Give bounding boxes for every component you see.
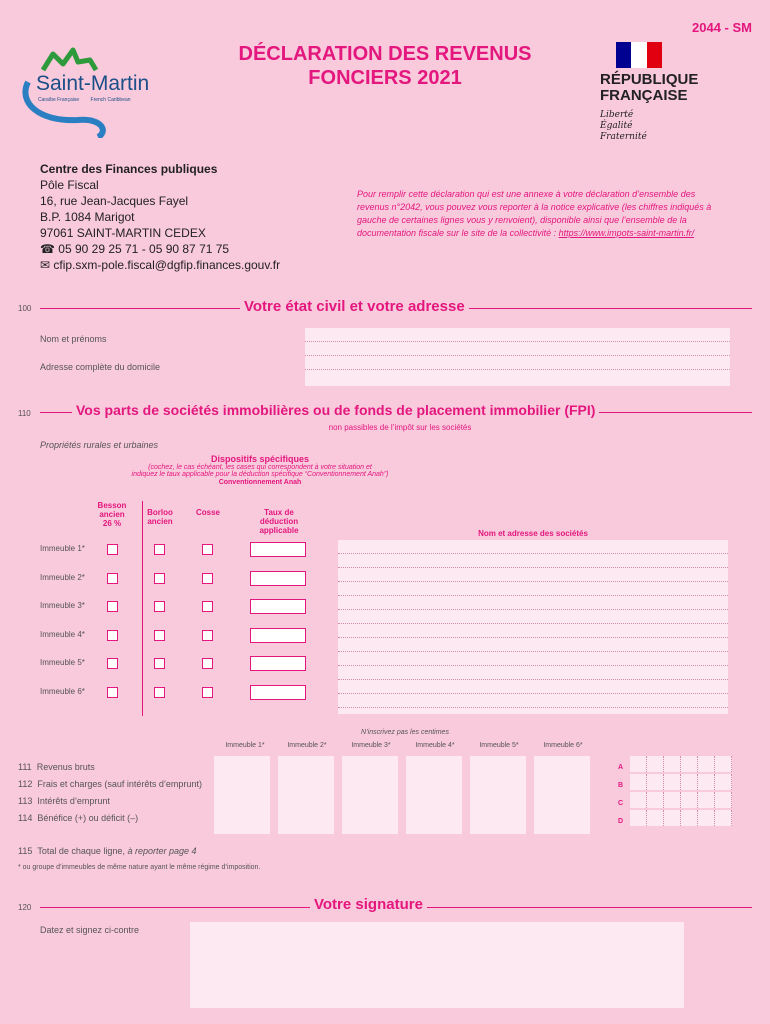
logo-name: Saint-Martin — [36, 72, 150, 95]
notice-link[interactable]: https://www.impots-saint-martin.fr/ — [558, 228, 695, 238]
form-code: 2044 - SM — [692, 20, 752, 35]
logo-subtitle — [38, 97, 131, 103]
email-address[interactable]: cfip.sxm-pole.fiscal@dgfip.finances.gouv.fr — [53, 258, 281, 272]
rate-input-2[interactable] — [250, 571, 306, 586]
besson-checkbox-5[interactable] — [107, 658, 118, 669]
besson-checkbox-4[interactable] — [107, 630, 118, 641]
amount-inputs-immeuble-1[interactable] — [214, 756, 270, 834]
republique-francaise-logo — [600, 42, 750, 143]
letter-d: D — [618, 818, 624, 825]
row-114 — [18, 813, 138, 823]
immeuble-6-label: Immeuble 6* — [40, 687, 85, 696]
section-110-title: Vos parts de sociétés immobilières ou de fonds de placement immobilier (FPI) — [72, 402, 599, 418]
notice-body: Pour remplir cette déclaration qui est une annexe à votre déclaration d’ensemble des revenus n°2042, vous pouvez vous reporter à la notice explicative (les chiffres indiqués à gauche de certaines lignes vous y renvoient), disponible ainsi que l’ensemble de la documentation fiscale sur le site de la collectivité : — [357, 189, 712, 238]
col-taux-2: déduction — [259, 517, 299, 526]
cosse-checkbox-3[interactable] — [202, 601, 213, 612]
row-113-num: 113 — [18, 796, 33, 806]
notice-text — [357, 188, 729, 240]
amount-inputs-immeuble-6[interactable] — [534, 756, 590, 834]
republique-line-1: RÉPUBLIQUE — [600, 71, 699, 88]
row-111 — [18, 762, 95, 772]
cosse-checkbox-6[interactable] — [202, 687, 213, 698]
rate-input-5[interactable] — [250, 656, 306, 671]
row-112 — [18, 779, 202, 789]
anah-label: Conventionnement Anah — [218, 479, 302, 486]
amount-col-3: Immeuble 3* — [351, 742, 391, 749]
buildings-table — [40, 540, 730, 714]
phone-icon: ☎ — [40, 242, 59, 256]
center-line-1: Pôle Fiscal — [40, 178, 99, 192]
republique-name — [600, 72, 750, 104]
letter-b: B — [618, 782, 624, 789]
col-companies: Nom et adresse des sociétés — [478, 529, 588, 538]
amount-col-6: Immeuble 6* — [543, 742, 583, 749]
borloo-checkbox-5[interactable] — [154, 658, 165, 669]
immeuble-2-label: Immeuble 2* — [40, 573, 85, 582]
flag-icon — [616, 42, 662, 68]
immeuble-5-label: Immeuble 5* — [40, 658, 85, 667]
col-besson-2: ancien — [99, 510, 125, 519]
schemes-title: Dispositifs spécifiques — [210, 454, 310, 464]
section-100-title: Votre état civil et votre adresse — [240, 298, 469, 315]
section-100-number: 100 — [18, 304, 32, 313]
col-taux — [245, 508, 313, 535]
row-115-label: Total de chaque ligne, — [37, 846, 128, 856]
motto-1: Liberté — [600, 110, 634, 120]
footnote: * ou groupe d’immeubles de même nature ayant le même régime d’imposition. — [18, 864, 261, 871]
row-115-italic: à reporter page 4 — [127, 846, 197, 856]
amount-col-1: Immeuble 1* — [225, 742, 265, 749]
total-input-d[interactable] — [630, 810, 738, 826]
row-114-num: 114 — [18, 813, 33, 823]
col-taux-3: applicable — [259, 526, 299, 535]
row-115 — [18, 846, 197, 856]
center-phone — [40, 241, 280, 257]
name-label: Nom et prénoms — [40, 334, 107, 344]
no-cents-note: N’inscrivez pas les centimes — [361, 729, 449, 736]
schemes-note-2: indiquez le taux applicable pour la déduction spécifique “Conventionnement Anah”) — [131, 471, 389, 478]
row-113-label: Intérêts d’emprunt — [37, 796, 110, 806]
title-line-2: FONCIERS 2021 — [308, 67, 462, 89]
section-120-title: Votre signature — [310, 896, 427, 913]
address-input[interactable] — [305, 356, 730, 370]
companies-name-address-input[interactable] — [338, 540, 728, 714]
center-title: Centre des Finances publiques — [40, 162, 218, 176]
cosse-checkbox-5[interactable] — [202, 658, 213, 669]
logo-sub-2: French Caribbean — [90, 97, 131, 103]
besson-checkbox-3[interactable] — [107, 601, 118, 612]
name-input[interactable] — [305, 328, 730, 342]
center-line-3: B.P. 1084 Marigot — [40, 210, 135, 224]
row-113 — [18, 796, 110, 806]
col-cosse: Cosse — [195, 508, 220, 517]
rate-input-3[interactable] — [250, 599, 306, 614]
borloo-checkbox-6[interactable] — [154, 687, 165, 698]
logo-sub-1: Caraïbe Française — [38, 97, 80, 103]
amount-col-2: Immeuble 2* — [287, 742, 327, 749]
amount-inputs-immeuble-4[interactable] — [406, 756, 462, 834]
besson-checkbox-6[interactable] — [107, 687, 118, 698]
row-114-label: Bénéfice (+) ou déficit (–) — [37, 813, 139, 823]
col-besson-1: Besson — [97, 501, 127, 510]
amount-col-4: Immeuble 4* — [415, 742, 455, 749]
col-taux-1: Taux de — [264, 508, 294, 517]
amount-inputs-immeuble-5[interactable] — [470, 756, 526, 834]
col-borloo — [142, 508, 178, 526]
mail-icon: ✉ — [40, 258, 54, 272]
signature-box[interactable] — [190, 922, 684, 1008]
row-112-num: 112 — [18, 779, 33, 789]
section-110-number: 110 — [18, 409, 31, 418]
borloo-checkbox-2[interactable] — [154, 573, 165, 584]
borloo-checkbox-4[interactable] — [154, 630, 165, 641]
total-input-c[interactable] — [630, 792, 738, 808]
section-120-number: 120 — [18, 903, 32, 912]
saint-martin-logo — [18, 42, 178, 138]
rate-input-6[interactable] — [250, 685, 306, 700]
address-input-2[interactable] — [305, 370, 730, 384]
cosse-checkbox-1[interactable] — [202, 544, 213, 555]
borloo-checkbox-1[interactable] — [154, 544, 165, 555]
row-111-label: Revenus bruts — [36, 762, 95, 772]
section-110-subtitle: non passibles de l’impôt sur les sociétés — [328, 423, 472, 432]
motto-2: Égalité — [600, 121, 633, 131]
center-line-2: 16, rue Jean-Jacques Fayel — [40, 194, 189, 208]
row-115-num: 115 — [18, 846, 33, 856]
cosse-checkbox-2[interactable] — [202, 573, 213, 584]
besson-checkbox-1[interactable] — [107, 544, 118, 555]
cosse-checkbox-4[interactable] — [202, 630, 213, 641]
rate-input-4[interactable] — [250, 628, 306, 643]
amount-inputs-immeuble-3[interactable] — [342, 756, 398, 834]
total-input-a[interactable] — [630, 756, 738, 772]
signature-label: Datez et signez ci-contre — [40, 925, 140, 935]
properties-label: Propriétés rurales et urbaines — [40, 440, 159, 450]
page-title — [225, 42, 545, 90]
col-borloo-1: Borloo — [147, 508, 173, 517]
name-input-2[interactable] — [305, 342, 730, 356]
totals-grid — [630, 756, 738, 826]
letter-c: C — [618, 800, 624, 807]
total-input-b[interactable] — [630, 774, 738, 790]
schemes-note-1: (cochez, le cas échéant, les cases qui correspondent à votre situation et — [148, 464, 372, 471]
immeuble-3-label: Immeuble 3* — [40, 601, 85, 610]
immeuble-4-label: Immeuble 4* — [40, 630, 85, 639]
phone-number: 05 90 29 25 71 - 05 90 87 71 75 — [58, 242, 230, 256]
rate-input-1[interactable] — [250, 542, 306, 557]
borloo-checkbox-3[interactable] — [154, 601, 165, 612]
immeuble-1-label: Immeuble 1* — [40, 544, 85, 553]
col-besson — [88, 501, 136, 528]
specific-schemes-header — [60, 454, 460, 486]
civil-status-fields — [305, 328, 730, 386]
col-besson-3: 26 % — [102, 519, 122, 528]
motto-3: Fraternité — [600, 132, 647, 142]
tax-center-address — [40, 161, 280, 273]
title-line-1: DÉCLARATION DES REVENUS — [238, 43, 532, 65]
address-label: Adresse complète du domicile — [40, 362, 161, 372]
row-111-num: 111 — [18, 762, 32, 772]
amount-inputs-immeuble-2[interactable] — [278, 756, 334, 834]
center-line-4: 97061 SAINT-MARTIN CEDEX — [40, 226, 206, 240]
center-email — [40, 257, 280, 273]
col-borloo-2: ancien — [147, 517, 173, 526]
amounts-table — [18, 756, 738, 836]
letter-a: A — [618, 764, 624, 771]
republique-line-2: FRANÇAISE — [600, 87, 688, 104]
besson-checkbox-2[interactable] — [107, 573, 118, 584]
republique-motto — [600, 110, 750, 143]
row-112-label: Frais et charges (sauf intérêts d’emprunt) — [37, 779, 202, 789]
amount-col-5: Immeuble 5* — [479, 742, 519, 749]
